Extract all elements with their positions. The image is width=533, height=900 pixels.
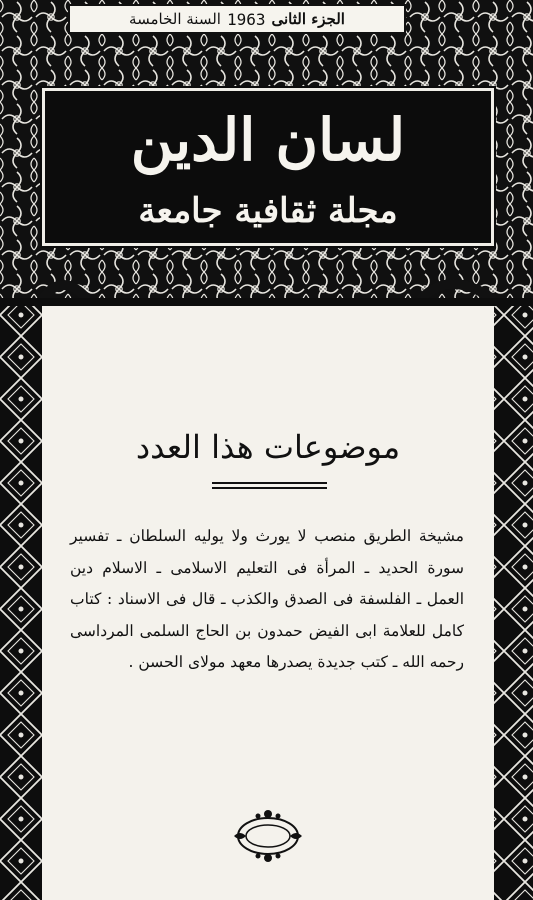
masthead: [42, 88, 494, 246]
contents-panel: [42, 306, 494, 900]
magazine-subtitle: مجلة ثقافية جامعة: [138, 191, 398, 231]
issue-number: 1963: [226, 9, 266, 29]
magazine-title: لسان الدين: [130, 106, 406, 174]
volume-label: الجزء الثانى: [271, 10, 345, 28]
contents-paragraph: مشيخة الطريق منصب لا يورث ولا يوليه السلطان ـ تفسير سورة الحديد ـ المرأة فى التعليم الاسلامى ـ الاسلام دين العمل ـ الفلسفة فى الصدق والكذب ـ قال فى الاسناد : كتاب كامل للعلامة ابى الفيض حمدون بن الحاج السلمى المرداسى رحمه الله ـ كتب جديدة يصدرها معهد مولاى الحسن .: [70, 527, 464, 671]
heading-rule-top: [212, 482, 327, 484]
heading-rule-bottom: [212, 487, 327, 489]
issue-label-box: [68, 4, 406, 34]
contents-heading: موضوعات هذا العدد: [135, 428, 401, 466]
closing-ornament: [230, 806, 306, 866]
year-label: السنة الخامسة: [129, 10, 221, 28]
